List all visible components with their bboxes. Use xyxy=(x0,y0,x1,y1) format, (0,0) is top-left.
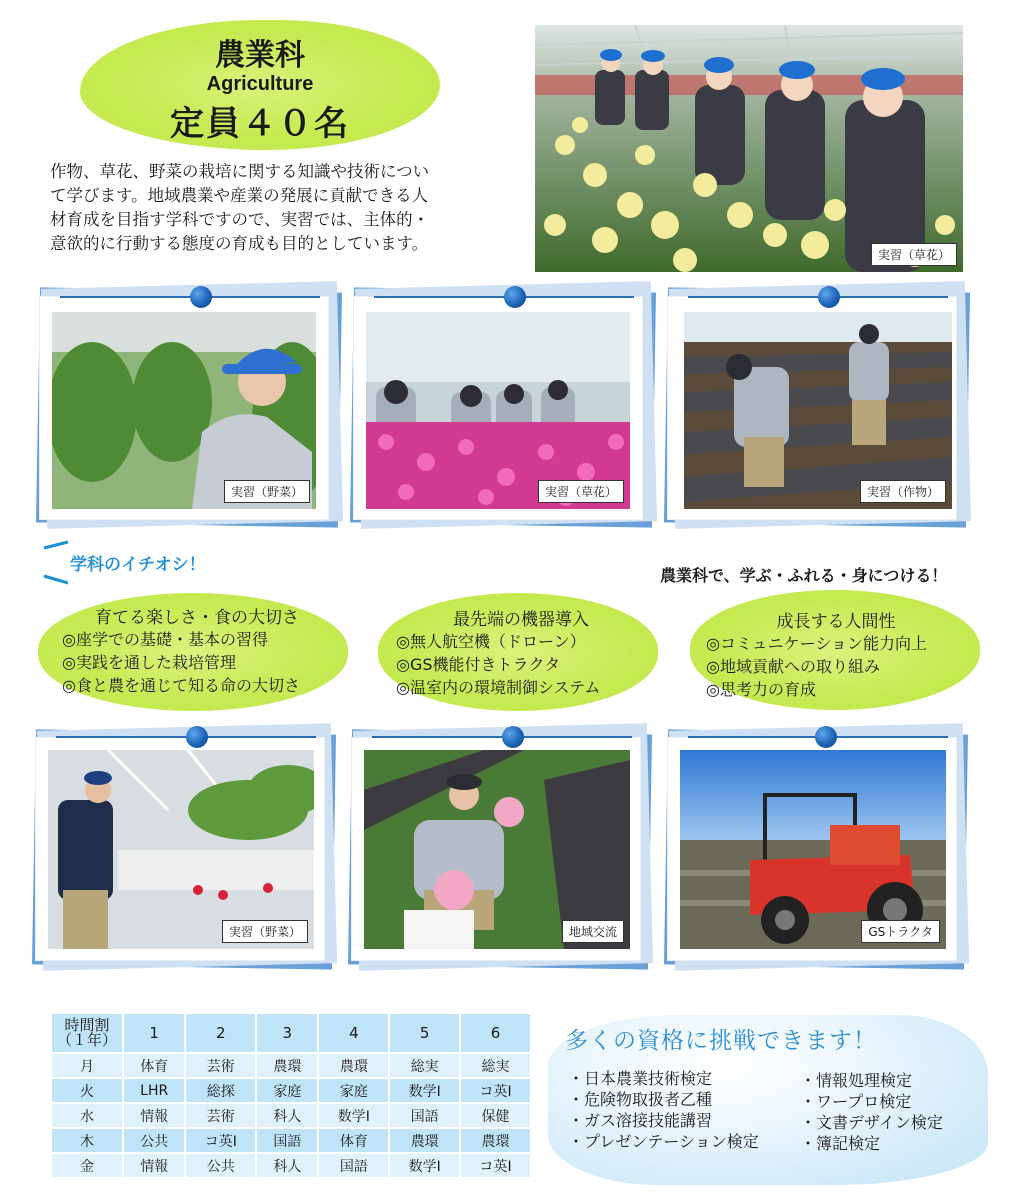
point-title: 成長する人間性 xyxy=(776,612,896,632)
subject-cell: 情報 xyxy=(123,1103,185,1128)
slogan: 農業科で、学ぶ・ふれる・身につける！ xyxy=(660,566,948,585)
pin-icon xyxy=(502,726,524,748)
photo-crop-practice xyxy=(684,312,952,509)
period-header: 6 xyxy=(460,1013,531,1053)
period-header: 1 xyxy=(123,1013,185,1053)
pin-icon xyxy=(186,726,208,748)
point-item: ◎コミュニケーション能力向上 xyxy=(706,634,928,653)
qualification-item: ・ワープロ検定 xyxy=(800,1092,912,1111)
timetable-title: 時間割 xyxy=(64,1016,110,1034)
qualification-item: ・文書デザイン検定 xyxy=(800,1113,943,1132)
subject-cell: 農環 xyxy=(460,1128,531,1153)
point-item: ◎温室内の環境制御システム xyxy=(396,678,601,697)
subject-cell: 農環 xyxy=(318,1053,389,1078)
day-cell: 火 xyxy=(51,1078,123,1103)
pin-icon xyxy=(504,286,526,308)
subject-cell: 総実 xyxy=(389,1053,460,1078)
subject-cell: 家庭 xyxy=(318,1078,389,1103)
period-header: 2 xyxy=(185,1013,256,1053)
pin-icon xyxy=(190,286,212,308)
qualifications-right-list xyxy=(800,1070,943,1154)
photo-caption: 実習（草花） xyxy=(871,243,957,266)
oshi-label: 学科のイチオシ！ xyxy=(70,555,206,575)
subject-cell: 公共 xyxy=(185,1153,256,1178)
capacity-label: 定員４０名 xyxy=(170,104,350,144)
subject-cell: 農環 xyxy=(256,1053,318,1078)
subject-cell: 国語 xyxy=(256,1128,318,1153)
department-title: 農業科 xyxy=(215,38,305,73)
subject-cell: 数学Ⅰ xyxy=(389,1078,460,1103)
point-item: ◎座学での基礎・基本の習得 xyxy=(62,630,268,649)
photo-caption: 実習（野菜） xyxy=(222,920,308,943)
photo-caption: 実習（野菜） xyxy=(224,480,310,503)
qualification-item: ・日本農業技術検定 xyxy=(568,1069,713,1088)
photo-gs-tractor xyxy=(680,750,946,949)
table-row xyxy=(51,1103,531,1128)
pin-icon xyxy=(818,286,840,308)
department-subtitle: Agriculture xyxy=(206,73,314,95)
day-cell: 水 xyxy=(51,1103,123,1128)
point-card xyxy=(700,607,972,701)
photo-vegetable-practice xyxy=(52,312,316,509)
subject-cell: 家庭 xyxy=(256,1078,318,1103)
qualification-item: ・プレゼンテーション検定 xyxy=(568,1132,759,1151)
subject-cell: 科人 xyxy=(256,1153,318,1178)
subject-cell: 保健 xyxy=(460,1103,531,1128)
table-row xyxy=(51,1128,531,1153)
intro-line: 意欲的に行動する態度の育成も目的としています。 xyxy=(50,234,429,253)
timetable-header-row xyxy=(51,1013,531,1053)
timetable xyxy=(50,1012,532,1179)
qualifications-title: 多くの資格に挑戦できます！ xyxy=(565,1028,877,1054)
pin-icon xyxy=(815,726,837,748)
point-card xyxy=(52,603,342,697)
qualification-item: ・情報処理検定 xyxy=(800,1071,913,1090)
subject-cell: 科人 xyxy=(256,1103,318,1128)
flower-greenhouse-image xyxy=(535,25,963,272)
point-item: ◎無人航空機（ドローン） xyxy=(396,632,586,651)
subject-cell: 総探 xyxy=(185,1078,256,1103)
point-item: ◎食と農を通じて知る命の大切さ xyxy=(62,676,300,695)
qualification-item: ・簿記検定 xyxy=(800,1134,881,1153)
subject-cell: 芸術 xyxy=(185,1053,256,1078)
qualification-item: ・危険物取扱者乙種 xyxy=(568,1090,713,1109)
photo-community-exchange xyxy=(364,750,630,949)
intro-line: 材育成を目指す学科ですので、実習では、主体的・ xyxy=(50,210,430,229)
intro-text xyxy=(50,160,510,256)
subject-cell: 国語 xyxy=(318,1153,389,1178)
photo-strawberry-practice xyxy=(48,750,314,949)
point-title: 最先端の機器導入 xyxy=(453,610,589,630)
subject-cell: コ英Ⅰ xyxy=(185,1128,256,1153)
point-item: ◎地域貢献への取り組み xyxy=(706,657,880,676)
period-header: 4 xyxy=(318,1013,389,1053)
subject-cell: LHR xyxy=(123,1078,185,1103)
subject-cell: 農環 xyxy=(389,1128,460,1153)
subject-cell: 体育 xyxy=(123,1053,185,1078)
photo-flower-practice xyxy=(366,312,630,509)
oshi-accent-icon xyxy=(42,540,72,585)
intro-line: 作物、草花、野菜の栽培に関する知識や技術につい xyxy=(50,162,430,181)
day-cell: 月 xyxy=(51,1053,123,1078)
photo-flower-greenhouse xyxy=(535,25,963,272)
qualification-item: ・ガス溶接技能講習 xyxy=(568,1111,713,1130)
point-item: ◎思考力の育成 xyxy=(706,680,816,699)
subject-cell: コ英Ⅰ xyxy=(460,1078,531,1103)
period-header: 5 xyxy=(389,1013,460,1053)
point-card xyxy=(390,605,652,699)
subject-cell: 芸術 xyxy=(185,1103,256,1128)
subject-cell: 総実 xyxy=(460,1053,531,1078)
day-cell: 木 xyxy=(51,1128,123,1153)
point-item: ◎実践を通した栽培管理 xyxy=(62,653,236,672)
photo-caption: 地域交流 xyxy=(562,920,624,943)
timetable-year: （１年） xyxy=(56,1031,117,1049)
table-row xyxy=(51,1053,531,1078)
photo-caption: 実習（草花） xyxy=(538,480,624,503)
day-cell: 金 xyxy=(51,1153,123,1178)
table-row xyxy=(51,1153,531,1178)
photo-caption: GSトラクタ xyxy=(861,920,940,943)
subject-cell: 国語 xyxy=(389,1103,460,1128)
point-title: 育てる楽しさ・食の大切さ xyxy=(95,608,299,628)
point-item: ◎GS機能付きトラクタ xyxy=(396,655,561,674)
subject-cell: 情報 xyxy=(123,1153,185,1178)
subject-cell: 公共 xyxy=(123,1128,185,1153)
subject-cell: 数学Ⅰ xyxy=(389,1153,460,1178)
qualifications-left-list xyxy=(568,1068,759,1152)
intro-line: て学びます。地域農業や産業の発展に貢献できる人 xyxy=(50,186,429,205)
table-row xyxy=(51,1078,531,1103)
period-header: 3 xyxy=(256,1013,318,1053)
photo-caption: 実習（作物） xyxy=(860,480,946,503)
subject-cell: 体育 xyxy=(318,1128,389,1153)
subject-cell: 数学Ⅰ xyxy=(318,1103,389,1128)
timetable-corner xyxy=(51,1013,123,1053)
subject-cell: コ英Ⅰ xyxy=(460,1153,531,1178)
